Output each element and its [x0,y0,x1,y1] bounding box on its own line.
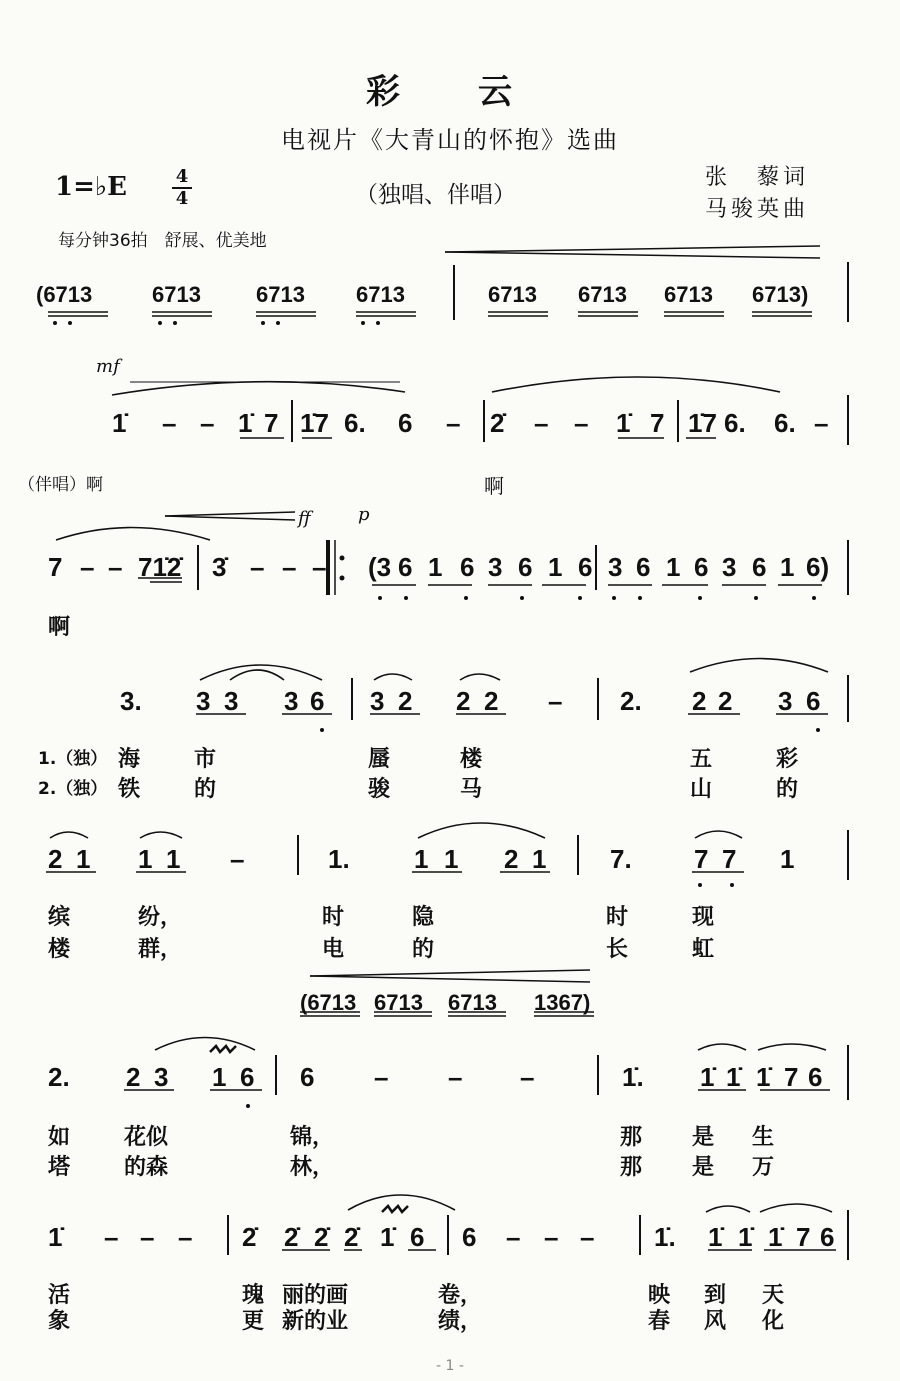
note-s1-7: 6713) [752,282,809,307]
lyric-l4b-2: 骏 [368,777,391,802]
lyric-l5a-2: 时 [322,905,345,930]
note-s6-6: – [374,1062,389,1092]
note-s2-16: 6. [774,408,796,438]
note-s7-15: 1̇ [708,1222,723,1252]
note-s6_top-2: 6713 [448,990,497,1015]
note-s7-0: 1̇ [48,1222,63,1252]
note-s3-5: – [250,552,265,582]
dynamic-ff: ff [298,508,311,529]
song-title: 彩 云 [366,72,534,112]
note-s3-16: 3 [608,552,623,582]
note-s7-1: – [104,1222,119,1252]
tempo-marking: 每分钟36拍 舒展、优美地 [58,231,267,251]
lyric-l7a-6: 天 [762,1283,785,1308]
lyric-l5b-3: 的 [412,937,435,962]
note-s3-11: 6 [460,552,475,582]
note-s3-18: 1 [666,552,681,582]
lyric-l6a-5: 生 [752,1125,775,1150]
note-s1-3: 6713 [356,282,405,307]
dynamic-mf: mf [96,356,120,377]
performance-mode: （独唱、伴唱） [355,182,516,208]
note-s4-14: 6 [806,686,821,716]
note-s2-14: 1̇7 [688,408,717,438]
note-s4-7: 2 [456,686,471,716]
note-s4-6: 2 [398,686,413,716]
lyric-l7a-5: 到 [704,1283,727,1308]
note-s6-2: 3 [154,1062,169,1092]
note-s4-4: 6 [310,686,325,716]
note-s4-13: 3 [778,686,793,716]
note-s1-5: 6713 [578,282,627,307]
note-s2-6: 6. [344,408,366,438]
note-s5-7: 1 [444,844,459,874]
lyric-l4a-1: 市 [194,747,217,772]
lyric-l4b-4: 山 [690,777,713,802]
lyric-l4b-0: 铁 [118,777,141,802]
note-s5-5: 1. [328,844,350,874]
note-s5-11: 7 [694,844,709,874]
note-s4-12: 2 [718,686,733,716]
note-s2-15: 6. [724,408,746,438]
lyric-l4a-3: 楼 [460,747,483,772]
key-signature: 1=♭E [55,172,127,202]
note-s7-7: 2̇ [344,1222,359,1252]
lyric-l5a-5: 现 [692,905,715,930]
lyric-l6b-5: 万 [752,1155,775,1180]
note-s2-5: 1̇7 [300,408,329,438]
note-s7-19: 6 [820,1222,835,1252]
note-s7-4: 2̇ [242,1222,257,1252]
lyric-l7b-6: 化 [762,1309,785,1334]
note-s2-3: 1̇ [238,408,253,438]
lyric-l6b-1: 的森 [124,1155,169,1180]
note-s4-10: 2. [620,686,642,716]
lyric-l7b-5: 风 [704,1309,727,1334]
lyric-l7b-4: 春 [648,1309,671,1334]
note-s1-2: 6713 [256,282,305,307]
note-s6_top-0: (6713 [300,990,357,1015]
note-s4-5: 3 [370,686,385,716]
lyric-l5b-5: 虹 [692,937,715,962]
note-s3-19: 6 [694,552,709,582]
note-s7-14: 1̇. [654,1222,676,1252]
note-s2-12: 1̇ [616,408,631,438]
note-s3-1: – [80,552,95,582]
note-s5-3: 1 [166,844,181,874]
note-s7-3: – [178,1222,193,1252]
note-s7-2: – [140,1222,155,1252]
note-s3-0: 7 [48,552,63,582]
lyric-l4a-2: 蜃 [368,747,391,772]
note-s7-16: 1̇ [738,1222,753,1252]
note-s7-12: – [544,1222,559,1252]
lyric-l4a-0: 海 [118,747,141,772]
lyric-a-1: 啊 [484,474,504,498]
lyric-l6b-2: 林， [290,1155,335,1180]
note-s3-21: 6 [752,552,767,582]
note-s6-14: 6 [808,1062,823,1092]
lyric-l4a-4: 五 [690,747,713,772]
note-s4-9: – [548,686,563,716]
lyric-l7a-0: 活 [48,1283,71,1308]
note-s1-6: 6713 [664,282,713,307]
note-s1-4: 6713 [488,282,537,307]
note-s6-1: 2 [126,1062,141,1092]
song-subtitle: 电视片《大青山的怀抱》选曲 [281,126,619,154]
note-s5-6: 1 [414,844,429,874]
note-s6-4: 6 [240,1062,255,1092]
lyric-l7b-2: 新的业 [282,1309,349,1334]
note-s3-22: 1 [780,552,795,582]
accompany-label: （伴唱）啊 [18,475,103,495]
note-s3-13: 6 [518,552,533,582]
lyric-l6a-3: 那 [620,1125,643,1150]
note-s7-18: 7 [796,1222,811,1252]
note-s7-6: 2̇ [314,1222,329,1252]
lyric-l6b-3: 那 [620,1155,643,1180]
page-number: - 1 - [436,1358,464,1374]
lyric-l6a-2: 锦， [290,1125,335,1150]
meter-bottom: 4 [175,188,189,209]
note-s6-13: 7 [784,1062,799,1092]
note-s4-3: 3 [284,686,299,716]
lyric-l5a-1: 纷， [138,905,183,930]
note-s1-1: 6713 [152,282,201,307]
note-s5-12: 7 [722,844,737,874]
note-s3-9: 6 [398,552,413,582]
lyric-l6a-4: 是 [692,1125,715,1150]
lyric-l4b-5: 的 [776,777,799,802]
lyric-l6a-0: 如 [48,1125,71,1150]
note-s2-10: – [534,408,549,438]
dynamic-p: p [358,504,370,525]
note-s3-10: 1 [428,552,443,582]
note-s2-1: – [162,408,177,438]
note-s7-9: 6 [410,1222,425,1252]
note-s6-3: 1 [212,1062,227,1092]
lyric-l7b-0: 象 [48,1309,71,1334]
lyric-l4a-5: 彩 [776,747,799,772]
lyric-l7b-3: 绩， [438,1309,483,1334]
note-s7-5: 2̇ [284,1222,299,1252]
note-s5-10: 7. [610,844,632,874]
note-s6-12: 1̇ [756,1062,771,1092]
verse-2-label: 2.（独） [38,779,108,799]
lyric-l7b-1: 更 [242,1309,265,1334]
lyric-l6a-1: 花似 [124,1125,169,1150]
note-s5-2: 1 [138,844,153,874]
note-s6-7: – [448,1062,463,1092]
note-s2-9: 2̇ [490,408,505,438]
note-s3-3: 71̇2̇ [138,552,182,582]
note-s5-0: 2 [48,844,63,874]
note-s4-1: 3 [196,686,211,716]
lyric-l7a-2: 丽的画 [282,1283,349,1308]
lyric-l4b-3: 马 [460,777,483,802]
note-s2-13: 7 [650,408,665,438]
note-s3-14: 1 [548,552,563,582]
note-s4-2: 3 [224,686,239,716]
note-s7-17: 1̇ [768,1222,783,1252]
verse-1-label: 1.（独） [38,749,108,769]
note-s2-4: 7 [264,408,279,438]
note-s3-4: 3̇ [212,552,227,582]
note-s2-0: 1̇ [112,408,127,438]
note-s6-0: 2. [48,1062,70,1092]
note-s4-8: 2 [484,686,499,716]
note-s2-2: – [200,408,215,438]
note-s2-8: – [446,408,461,438]
lyric-l5a-0: 缤 [48,905,71,930]
lyric-l5b-2: 电 [322,937,345,962]
note-s6-8: – [520,1062,535,1092]
lyric-l7a-4: 映 [648,1283,671,1308]
note-s6_top-1: 6713 [374,990,423,1015]
note-s5-9: 1 [532,844,547,874]
lyric-l5a-4: 时 [606,905,629,930]
note-s2-11: – [574,408,589,438]
note-s4-11: 2 [692,686,707,716]
lyric-l4b-1: 的 [194,777,217,802]
note-s6-11: 1̇ [726,1062,741,1092]
note-s5-13: 1 [780,844,795,874]
lyric-l5b-4: 长 [606,937,629,962]
note-s2-7: 6 [398,408,413,438]
note-s5-8: 2 [504,844,519,874]
note-s6-9: 1̇. [622,1062,644,1092]
note-s2-17: – [814,408,829,438]
note-s7-8: 1̇ [380,1222,395,1252]
note-s3-12: 3 [488,552,503,582]
note-s3-17: 6 [636,552,651,582]
note-s3-2: – [108,552,123,582]
note-s3-7: – [312,552,327,582]
note-s4-0: 3. [120,686,142,716]
note-s6_top-3: 1367) [534,990,591,1015]
note-s3-6: – [282,552,297,582]
note-s6-5: 6 [300,1062,315,1092]
note-s1-0: (6713 [36,282,93,307]
note-s3-15: 6 [578,552,593,582]
note-s7-13: – [580,1222,595,1252]
lyric-a-2: 啊 [48,615,71,640]
note-s3-8: (3 [368,552,392,582]
lyric-l6b-0: 塔 [48,1155,71,1180]
note-s3-20: 3 [722,552,737,582]
lyric-l5a-3: 隐 [412,905,435,930]
lyric-l5b-0: 楼 [48,937,71,962]
note-s5-4: – [230,844,245,874]
lyricist: 张 藜词 [705,165,810,190]
composer: 马骏英曲 [705,197,810,222]
note-s5-1: 1 [76,844,91,874]
lyric-l7a-1: 瑰 [242,1283,265,1308]
meter-top: 4 [175,166,189,187]
lyric-l7a-3: 卷， [438,1283,483,1308]
note-s6-10: 1̇ [700,1062,715,1092]
note-s3-23: 6) [806,552,830,582]
note-s7-11: – [506,1222,521,1252]
lyric-l6b-4: 是 [692,1155,715,1180]
note-s7-10: 6 [462,1222,477,1252]
lyric-l5b-1: 群， [138,937,183,962]
